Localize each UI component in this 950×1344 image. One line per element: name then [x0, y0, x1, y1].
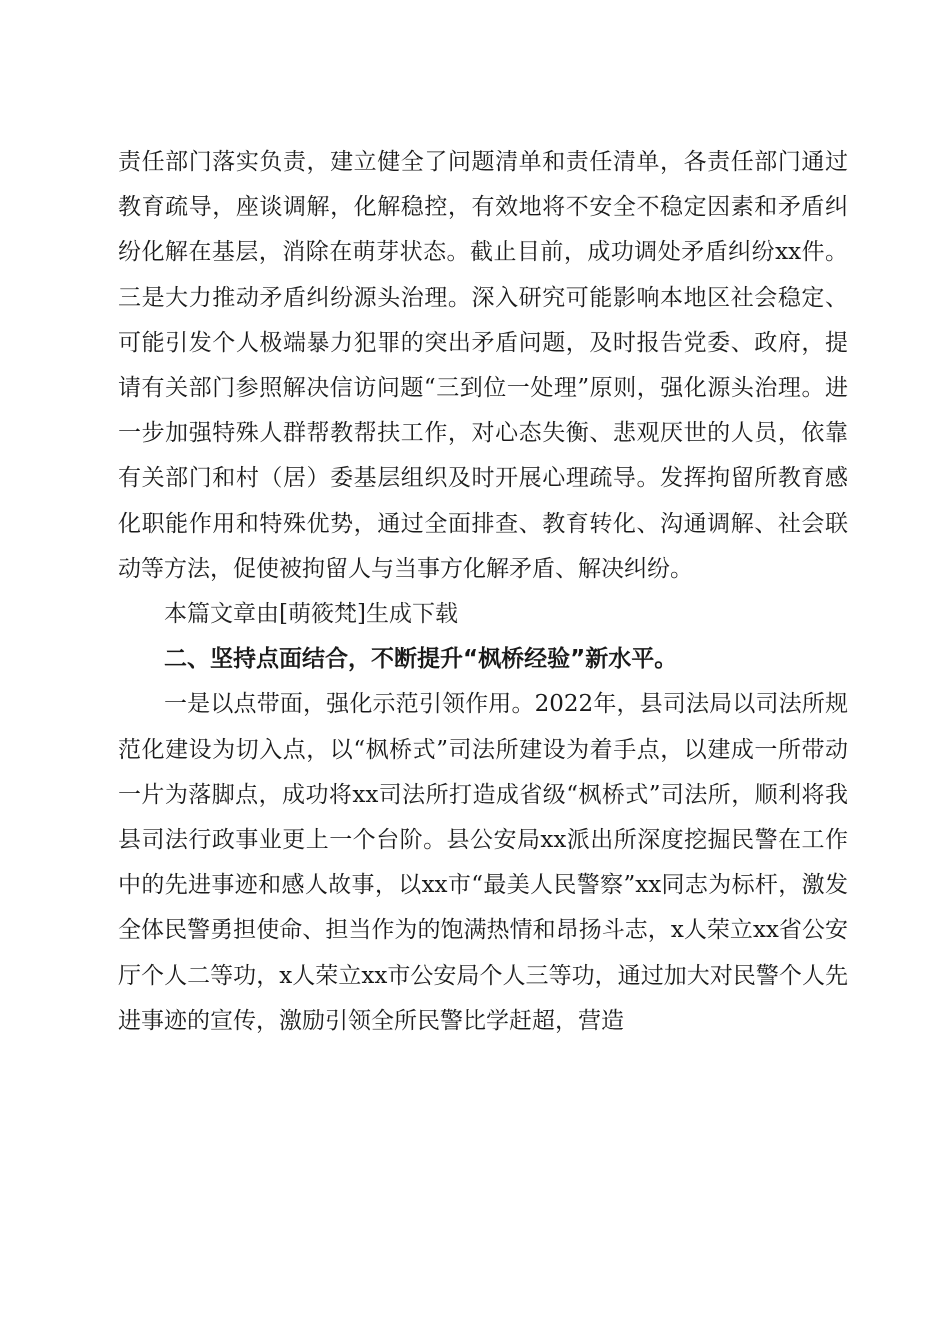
download-note: 本篇文章由[萌筱梵]生成下载	[164, 601, 458, 628]
document-body	[118, 140, 848, 1044]
section-heading-2: 二、坚持点面结合，不断提升“枫桥经验”新水平。	[164, 646, 678, 673]
body-paragraph-2: 一是以点带面，强化示范引领作用。2022年，县司法局以司法所规范化建设为切入点，以“枫桥式”司法所建设为着手点，以建成一所带动一片为落脚点，成功将xx司法所打造成省级“枫桥式”司法所，顺利将我县司法行政事业更上一个台阶。县公安局xx派出所深度挖掘民警在工作中的先进事迹和感人故事，以xx市“最美人民警察”xx同志为标杆，激发全体民警勇担使命、担当作为的饱满热情和昂扬斗志，x人荣立xx省公安厅个人二等功，x人荣立xx市公安局个人三等功，通过加大对民警个人先进事迹的宣传，激励引领全所民警比学赶超，营造	[118, 691, 848, 1034]
body-paragraph-1: 责任部门落实负责，建立健全了问题清单和责任清单，各责任部门通过教育疏导，座谈调解，化解稳控，有效地将不安全不稳定因素和矛盾纠纷化解在基层，消除在萌芽状态。截止目前，成功调处矛盾纠纷xx件。三是大力推动矛盾纠纷源头治理。深入研究可能影响本地区社会稳定、可能引发个人极端暴力犯罪的突出矛盾问题，及时报告党委、政府，提请有关部门参照解决信访问题“三到位一处理”原则，强化源头治理。进一步加强特殊人群帮教帮扶工作，对心态失衡、悲观厌世的人员，依靠有关部门和村（居）委基层组织及时开展心理疏导。发挥拘留所教育感化职能作用和特殊优势，通过全面排查、教育转化、沟通调解、社会联动等方法，促使被拘留人与当事方化解矛盾、解决纠纷。	[118, 149, 848, 582]
